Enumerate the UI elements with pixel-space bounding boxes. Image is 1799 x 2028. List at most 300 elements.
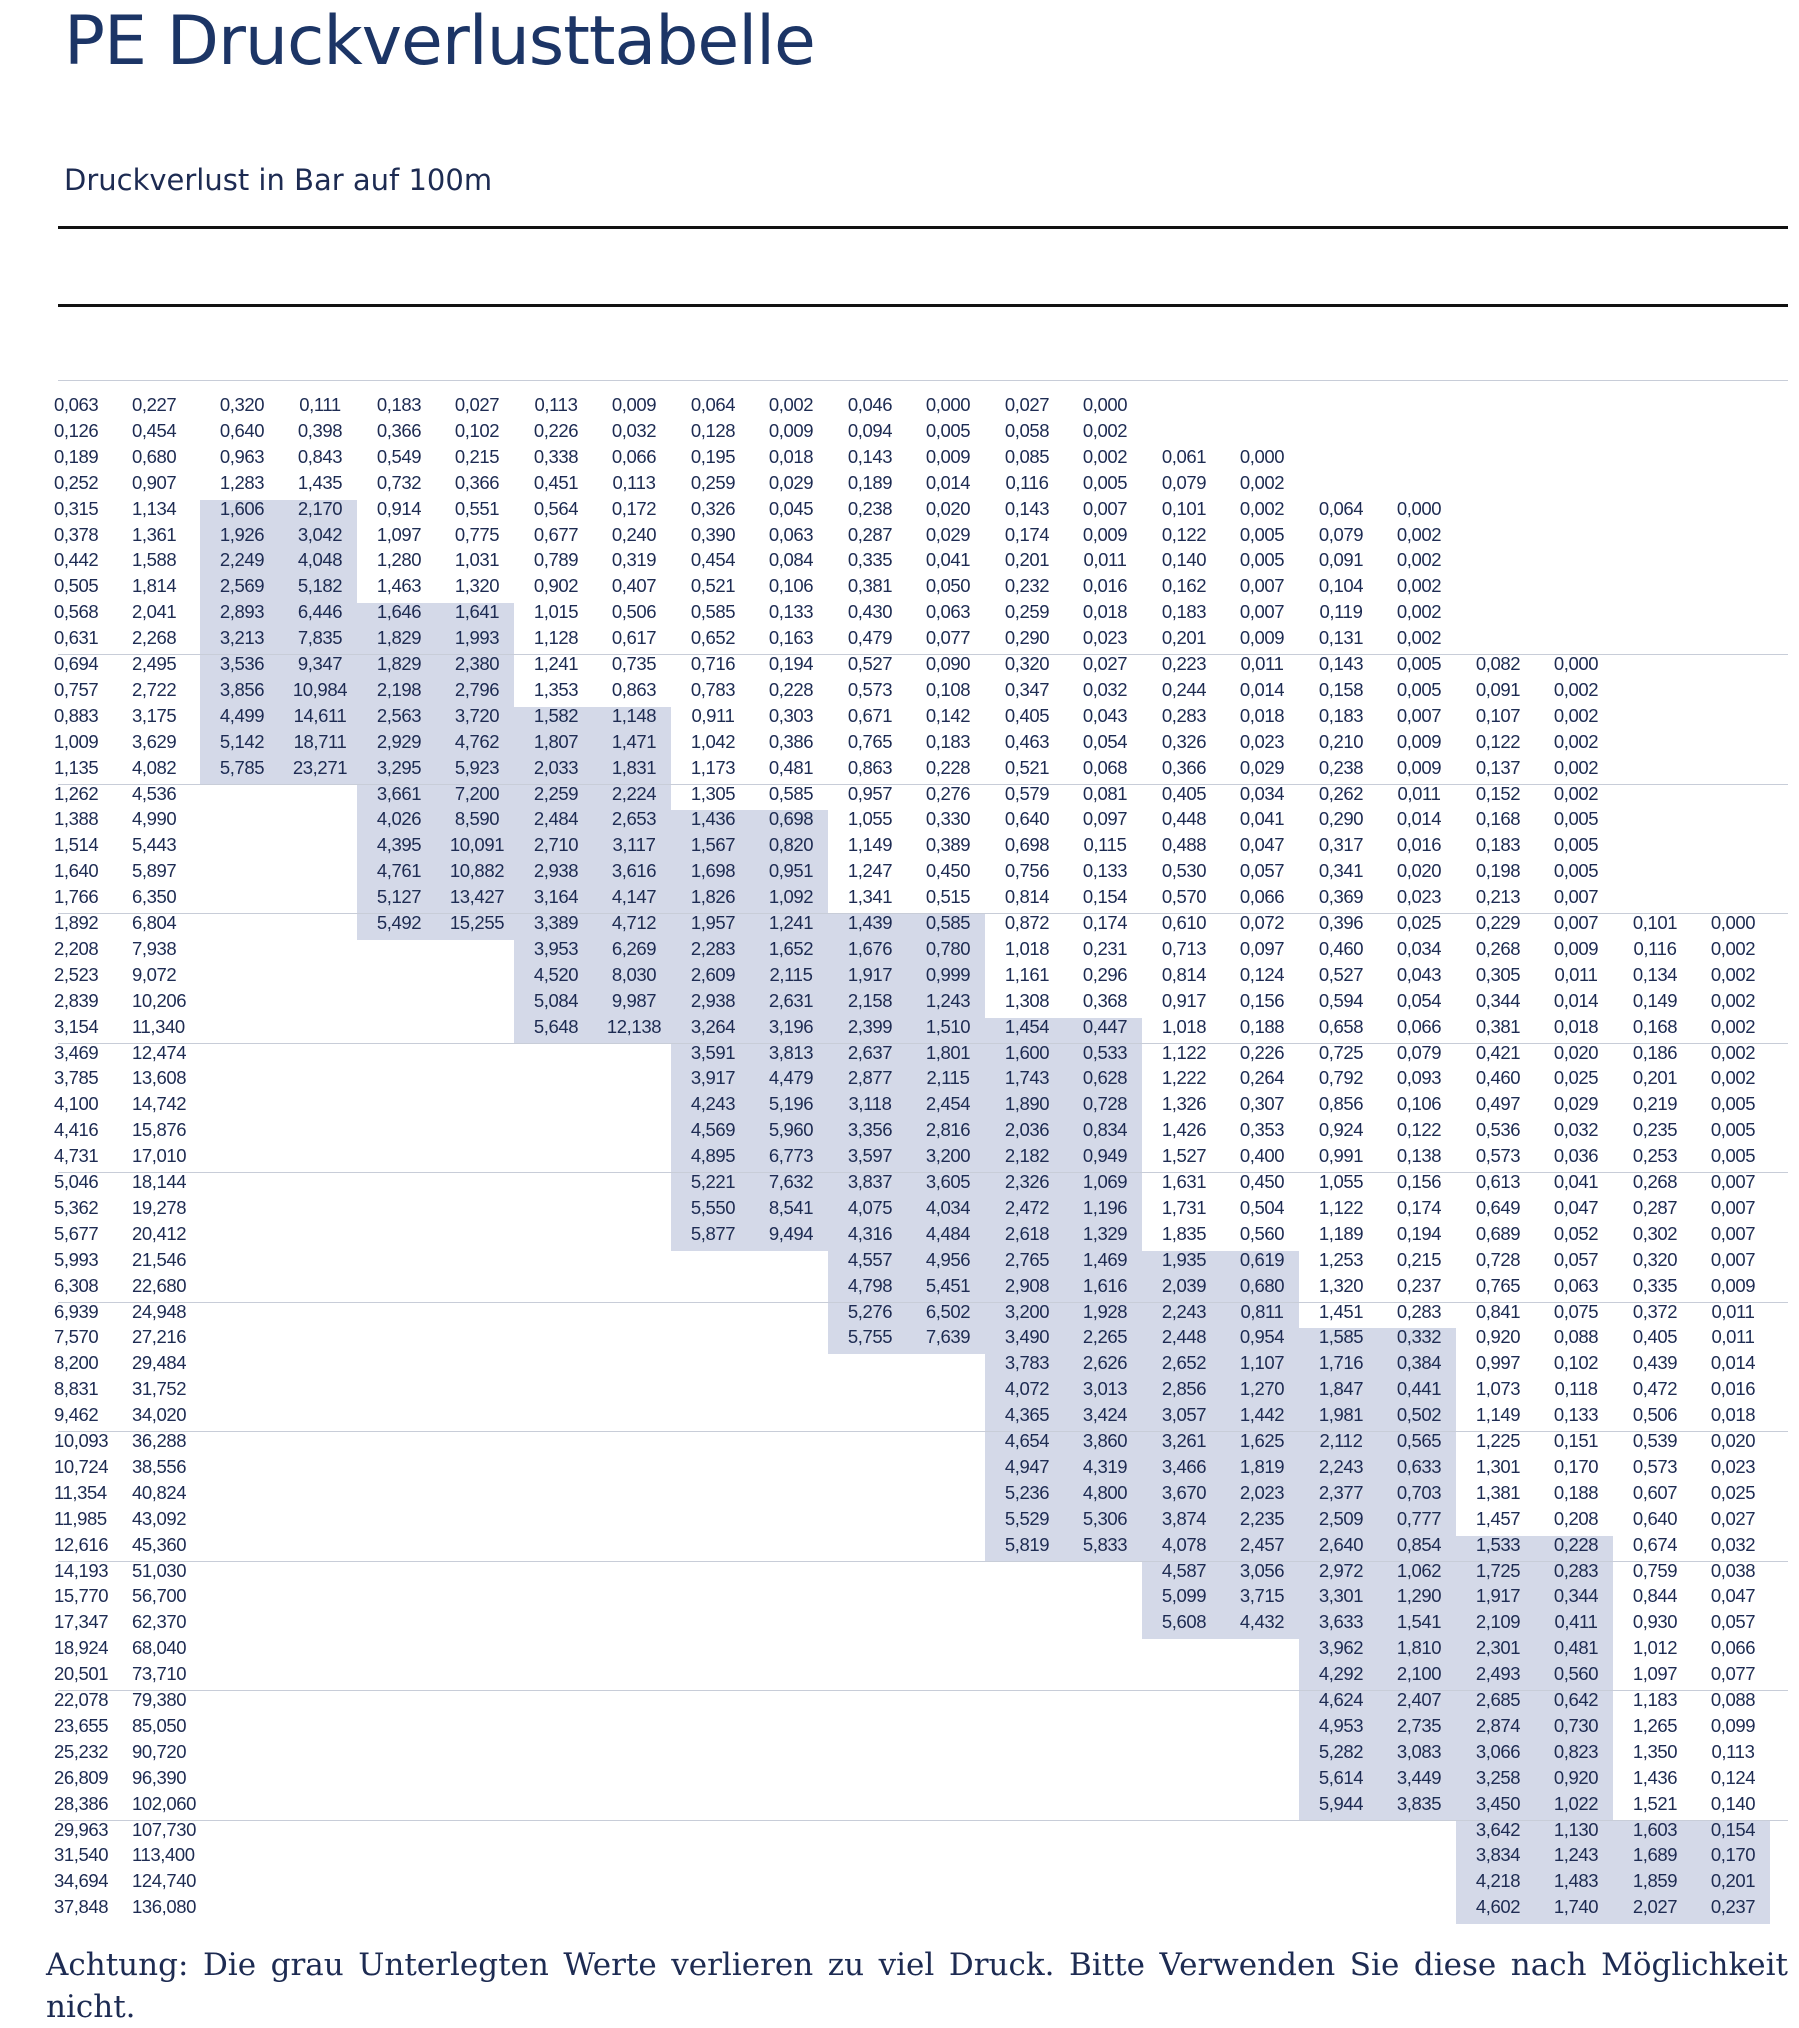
flow-ls-cell: 6,308 — [54, 1274, 99, 1296]
loss-cell: 0,025 — [1553, 1067, 1599, 1089]
loss-cell: 0,007 — [1710, 1171, 1756, 1192]
flow-m3h-cell: 0,454 — [132, 419, 177, 441]
speed-cell: 2,509 — [1318, 1507, 1364, 1529]
loss-cell: 0,124 — [1239, 963, 1285, 985]
speed-cell: 0,579 — [1004, 782, 1050, 804]
flow-m3h-cell: 38,556 — [132, 1455, 187, 1477]
loss-cell: 0,820 — [768, 834, 814, 856]
flow-ls-cell: 5,046 — [54, 1171, 99, 1192]
speed-cell: 0,381 — [1475, 1015, 1521, 1037]
speed-cell: 0,326 — [1161, 730, 1207, 752]
speed-cell: 3,450 — [1475, 1792, 1521, 1814]
loss-cell: 0,368 — [1082, 989, 1128, 1011]
speed-cell: 0,814 — [1161, 963, 1207, 985]
loss-cell: 3,616 — [611, 860, 657, 882]
speed-cell: 0,607 — [1632, 1481, 1678, 1503]
speed-cell: 0,930 — [1632, 1611, 1678, 1633]
loss-cell: 0,002 — [1553, 782, 1599, 804]
loss-cell: 0,174 — [1396, 1196, 1442, 1218]
loss-cell: 0,344 — [1553, 1585, 1599, 1607]
speed-cell: 5,614 — [1318, 1766, 1364, 1788]
flow-ls-cell: 0,189 — [54, 445, 99, 467]
speed-cell: 2,710 — [533, 834, 579, 856]
speed-cell: 0,091 — [1318, 549, 1364, 571]
flow-m3h-cell: 2,041 — [132, 601, 177, 623]
loss-cell: 0,854 — [1396, 1533, 1442, 1555]
speed-cell: 0,229 — [1475, 912, 1521, 933]
loss-cell: 5,451 — [925, 1274, 971, 1296]
speed-cell: 4,292 — [1318, 1663, 1364, 1685]
speed-cell: 0,305 — [1475, 963, 1521, 985]
speed-cell: 2,640 — [1318, 1533, 1364, 1555]
speed-cell: 4,499 — [219, 704, 265, 726]
loss-cell: 0,811 — [1240, 1300, 1284, 1322]
speed-cell: 0,997 — [1475, 1352, 1521, 1374]
loss-cell: 1,928 — [1082, 1300, 1128, 1322]
loss-cell: 0,009 — [1396, 756, 1442, 778]
flow-m3h-cell: 43,092 — [132, 1507, 187, 1529]
speed-cell: 1,917 — [847, 963, 893, 985]
loss-cell: 0,863 — [611, 678, 657, 700]
flow-ls-cell: 4,100 — [54, 1093, 99, 1115]
flow-ls-cell: 12,616 — [54, 1533, 109, 1555]
speed-cell: 5,608 — [1161, 1611, 1207, 1633]
speed-cell: 0,338 — [533, 445, 579, 467]
loss-cell: 0,108 — [925, 678, 971, 700]
speed-cell: 2,765 — [1004, 1248, 1050, 1270]
loss-cell: 5,182 — [297, 575, 343, 597]
loss-cell: 0,032 — [1710, 1533, 1756, 1555]
speed-cell: 1,042 — [690, 730, 736, 752]
speed-cell: 1,305 — [690, 782, 736, 804]
speed-cell: 1,829 — [376, 627, 422, 649]
loss-cell: 0,077 — [925, 627, 971, 649]
speed-cell: 3,837 — [847, 1171, 893, 1192]
speed-cell: 2,493 — [1475, 1663, 1521, 1685]
speed-cell: 0,689 — [1475, 1222, 1521, 1244]
speed-cell: 1,161 — [1004, 963, 1050, 985]
loss-cell: 12,138 — [606, 1015, 662, 1037]
speed-cell: 1,055 — [1318, 1171, 1364, 1192]
speed-cell: 0,924 — [1318, 1119, 1364, 1141]
speed-cell: 1,716 — [1318, 1352, 1364, 1374]
loss-cell: 2,023 — [1239, 1481, 1285, 1503]
loss-cell: 0,231 — [1082, 937, 1128, 959]
loss-cell: 0,102 — [454, 419, 500, 441]
flow-ls-cell: 5,993 — [54, 1248, 99, 1270]
loss-cell: 0,730 — [1553, 1714, 1599, 1736]
loss-cell: 0,005 — [1396, 653, 1442, 674]
flow-m3h-cell: 4,536 — [132, 782, 177, 804]
flow-m3h-cell: 73,710 — [132, 1663, 187, 1685]
speed-cell: 0,658 — [1318, 1015, 1364, 1037]
sub-header-rule — [58, 380, 1788, 381]
loss-cell: 3,715 — [1239, 1585, 1285, 1607]
loss-cell: 10,091 — [449, 834, 505, 856]
loss-cell: 0,264 — [1239, 1067, 1285, 1089]
loss-cell: 3,196 — [768, 1015, 814, 1037]
loss-cell: 3,720 — [454, 704, 500, 726]
speed-cell: 4,798 — [847, 1274, 893, 1296]
loss-cell: 0,005 — [1710, 1145, 1756, 1167]
speed-cell: 0,698 — [1004, 834, 1050, 856]
speed-cell: 3,200 — [1004, 1300, 1050, 1322]
loss-cell: 0,057 — [1710, 1611, 1756, 1633]
loss-cell: 0,041 — [1239, 808, 1285, 830]
loss-cell: 0,226 — [1239, 1041, 1285, 1063]
loss-cell: 0,002 — [1553, 730, 1599, 752]
loss-cell: 0,208 — [1553, 1507, 1599, 1529]
speed-cell: 0,549 — [376, 445, 422, 467]
loss-cell: 0,481 — [768, 756, 814, 778]
loss-cell: 0,023 — [1396, 886, 1442, 908]
speed-cell: 2,182 — [1004, 1145, 1050, 1167]
flow-ls-cell: 1,514 — [54, 834, 99, 856]
speed-cell: 2,249 — [219, 549, 265, 571]
loss-cell: 0,276 — [925, 782, 971, 804]
loss-cell: 1,320 — [454, 575, 500, 597]
speed-cell: 0,640 — [1004, 808, 1050, 830]
flow-m3h-cell: 11,340 — [132, 1015, 185, 1037]
flow-m3h-cell: 45,360 — [132, 1533, 187, 1555]
speed-cell: 0,366 — [1161, 756, 1207, 778]
loss-cell: 0,174 — [1082, 912, 1128, 933]
speed-cell: 1,225 — [1475, 1430, 1521, 1451]
speed-cell: 1,926 — [219, 523, 265, 545]
flow-m3h-cell: 2,268 — [132, 627, 177, 649]
loss-cell: 0,007 — [1082, 497, 1128, 519]
loss-cell: 0,047 — [1239, 834, 1285, 856]
loss-cell: 1,469 — [1082, 1248, 1128, 1270]
speed-cell: 0,119 — [1319, 601, 1363, 623]
loss-cell: 0,353 — [1239, 1119, 1285, 1141]
loss-cell: 0,007 — [1553, 886, 1599, 908]
flow-ls-cell: 25,232 — [54, 1740, 109, 1762]
loss-cell: 1,740 — [1553, 1896, 1599, 1918]
loss-cell: 0,920 — [1553, 1766, 1599, 1788]
speed-cell: 1,606 — [219, 497, 265, 519]
speed-cell: 3,597 — [847, 1145, 893, 1167]
speed-cell: 2,938 — [690, 989, 736, 1011]
speed-cell: 3,642 — [1475, 1818, 1521, 1840]
loss-cell: 0,585 — [768, 782, 814, 804]
speed-cell: 0,140 — [1161, 549, 1207, 571]
loss-cell: 0,018 — [1082, 601, 1128, 623]
loss-cell: 0,002 — [1553, 704, 1599, 726]
loss-cell: 8,590 — [454, 808, 500, 830]
speed-cell: 4,761 — [376, 860, 422, 882]
speed-cell: 0,344 — [1475, 989, 1521, 1011]
speed-cell: 1,454 — [1004, 1015, 1050, 1037]
loss-cell: 0,002 — [1396, 523, 1442, 545]
loss-cell: 0,011 — [1711, 1300, 1755, 1322]
speed-cell: 0,201 — [1004, 549, 1050, 571]
flow-m3h-cell: 21,546 — [132, 1248, 187, 1270]
loss-cell: 0,002 — [1396, 601, 1442, 623]
speed-cell: 0,640 — [1632, 1507, 1678, 1529]
loss-cell: 0,228 — [768, 678, 814, 700]
loss-cell: 0,020 — [925, 497, 971, 519]
flow-m3h-cell: 0,907 — [132, 471, 177, 493]
flow-ls-cell: 23,655 — [54, 1714, 109, 1736]
loss-cell: 9,987 — [611, 989, 657, 1011]
flow-ls-cell: 2,523 — [54, 963, 99, 985]
speed-cell: 1,128 — [533, 627, 579, 649]
flow-ls-cell: 2,839 — [54, 989, 99, 1011]
speed-cell: 0,911 — [691, 704, 735, 726]
flow-m3h-cell: 0,680 — [132, 445, 177, 467]
loss-cell: 1,510 — [925, 1015, 971, 1037]
speed-cell: 1,222 — [1161, 1067, 1207, 1089]
flow-ls-cell: 20,501 — [54, 1663, 109, 1685]
flow-m3h-cell: 17,010 — [132, 1145, 187, 1167]
loss-cell: 1,435 — [297, 471, 343, 493]
loss-cell: 0,011 — [1397, 782, 1441, 804]
flow-m3h-cell: 1,588 — [132, 549, 177, 571]
speed-cell: 4,075 — [847, 1196, 893, 1218]
speed-cell: 1,439 — [847, 912, 893, 933]
loss-cell: 0,560 — [1553, 1663, 1599, 1685]
loss-cell: 0,633 — [1396, 1455, 1442, 1477]
flow-ls-cell: 4,731 — [54, 1145, 99, 1167]
loss-cell: 14,611 — [293, 704, 347, 726]
speed-cell: 1,122 — [1318, 1196, 1364, 1218]
speed-cell: 1,698 — [690, 860, 736, 882]
speed-cell: 1,935 — [1161, 1248, 1207, 1270]
speed-cell: 1,280 — [376, 549, 422, 571]
speed-cell: 0,320 — [1632, 1248, 1678, 1270]
loss-cell: 0,068 — [1082, 756, 1128, 778]
speed-cell: 2,158 — [847, 989, 893, 1011]
loss-cell: 1,290 — [1396, 1585, 1442, 1607]
loss-cell: 13,427 — [449, 886, 505, 908]
speed-cell: 4,953 — [1318, 1714, 1364, 1736]
loss-cell: 0,088 — [1710, 1689, 1756, 1710]
speed-cell: 0,158 — [1318, 678, 1364, 700]
loss-cell: 6,502 — [925, 1300, 971, 1322]
speed-cell: 0,320 — [1004, 653, 1050, 674]
flow-ls-cell: 11,354 — [54, 1481, 107, 1503]
flow-m3h-cell: 36,288 — [132, 1430, 187, 1451]
speed-cell: 0,530 — [1161, 860, 1207, 882]
loss-cell: 0,043 — [1396, 963, 1442, 985]
loss-cell: 8,030 — [611, 963, 657, 985]
flow-m3h-cell: 90,720 — [132, 1740, 187, 1762]
loss-cell: 4,147 — [611, 886, 657, 908]
speed-cell: 5,819 — [1004, 1533, 1050, 1555]
speed-cell: 0,570 — [1161, 886, 1207, 908]
speed-cell: 2,198 — [376, 678, 422, 700]
speed-cell: 1,241 — [533, 653, 579, 674]
flow-ls-cell: 0,757 — [54, 678, 99, 700]
speed-cell: 1,585 — [1318, 1326, 1364, 1348]
speed-cell: 0,674 — [1632, 1533, 1678, 1555]
speed-cell: 1,253 — [1318, 1248, 1364, 1270]
flow-m3h-cell: 102,060 — [132, 1792, 197, 1814]
loss-cell: 0,002 — [1553, 678, 1599, 700]
speed-cell: 0,844 — [1632, 1585, 1678, 1607]
loss-cell: 1,107 — [1239, 1352, 1285, 1374]
loss-cell: 0,502 — [1396, 1404, 1442, 1426]
flow-ls-cell: 5,362 — [54, 1196, 99, 1218]
speed-cell: 0,347 — [1004, 678, 1050, 700]
flow-m3h-cell: 1,814 — [132, 575, 177, 597]
speed-cell: 0,104 — [1318, 575, 1364, 597]
speed-cell: 1,265 — [1632, 1714, 1678, 1736]
loss-cell: 0,504 — [1239, 1196, 1285, 1218]
loss-cell: 2,115 — [769, 963, 813, 985]
loss-cell: 0,066 — [1710, 1637, 1756, 1659]
speed-cell: 1,097 — [376, 523, 422, 545]
speed-cell: 5,127 — [376, 886, 422, 908]
speed-cell: 1,341 — [847, 886, 893, 908]
loss-cell: 7,200 — [454, 782, 500, 804]
speed-cell: 3,057 — [1161, 1404, 1207, 1426]
speed-cell: 1,189 — [1318, 1222, 1364, 1244]
loss-cell: 0,014 — [1239, 678, 1285, 700]
loss-cell: 2,170 — [297, 497, 343, 519]
speed-cell: 0,372 — [1632, 1300, 1678, 1322]
speed-cell: 4,395 — [376, 834, 422, 856]
speed-cell: 0,183 — [376, 394, 422, 415]
flow-ls-cell: 17,347 — [54, 1611, 109, 1633]
flow-m3h-cell: 0,227 — [132, 394, 177, 415]
loss-cell: 2,100 — [1396, 1663, 1442, 1685]
speed-cell: 0,174 — [1004, 523, 1050, 545]
loss-cell: 0,735 — [611, 653, 657, 674]
loss-cell: 7,639 — [925, 1326, 971, 1348]
loss-cell: 0,154 — [1710, 1818, 1756, 1840]
loss-cell: 3,605 — [925, 1171, 971, 1192]
speed-cell: 0,405 — [1161, 782, 1207, 804]
speed-cell: 0,527 — [1318, 963, 1364, 985]
speed-cell: 3,670 — [1161, 1481, 1207, 1503]
loss-cell: 0,005 — [925, 419, 971, 441]
speed-cell: 0,283 — [1161, 704, 1207, 726]
loss-cell: 0,027 — [1710, 1507, 1756, 1529]
loss-cell: 0,450 — [1239, 1171, 1285, 1192]
loss-cell: 0,384 — [1396, 1352, 1442, 1374]
flow-m3h-cell: 7,938 — [132, 937, 177, 959]
loss-cell: 0,032 — [1082, 678, 1128, 700]
speed-cell: 0,091 — [1475, 678, 1521, 700]
speed-cell: 0,238 — [847, 497, 893, 519]
loss-cell: 0,172 — [611, 497, 657, 519]
loss-cell: 0,111 — [299, 394, 341, 415]
loss-cell: 0,124 — [1710, 1766, 1756, 1788]
loss-cell: 0,411 — [1554, 1611, 1598, 1633]
speed-cell: 1,957 — [690, 912, 736, 933]
speed-cell: 5,099 — [1161, 1585, 1207, 1607]
loss-cell: 0,007 — [1710, 1196, 1756, 1218]
top-rule — [58, 226, 1788, 229]
loss-cell: 0,099 — [1710, 1714, 1756, 1736]
loss-cell: 0,002 — [768, 394, 814, 415]
flow-m3h-cell: 3,629 — [132, 730, 177, 752]
loss-cell: 18,711 — [293, 730, 347, 752]
speed-cell: 3,633 — [1318, 1611, 1364, 1633]
speed-cell: 0,061 — [1161, 445, 1207, 467]
speed-cell: 4,072 — [1004, 1378, 1050, 1400]
loss-cell: 4,712 — [611, 912, 657, 933]
loss-cell: 0,025 — [1710, 1481, 1756, 1503]
speed-cell: 1,326 — [1161, 1093, 1207, 1115]
speed-cell: 0,058 — [1004, 419, 1050, 441]
speed-cell: 3,466 — [1161, 1455, 1207, 1477]
flow-ls-cell: 5,677 — [54, 1222, 99, 1244]
speed-cell: 1,073 — [1475, 1378, 1521, 1400]
loss-cell: 2,265 — [1082, 1326, 1128, 1348]
speed-cell: 5,282 — [1318, 1740, 1364, 1762]
speed-cell: 3,164 — [533, 886, 579, 908]
loss-cell: 0,834 — [1082, 1119, 1128, 1141]
speed-cell: 4,026 — [376, 808, 422, 830]
speed-cell: 4,947 — [1004, 1455, 1050, 1477]
speed-cell: 1,847 — [1318, 1378, 1364, 1400]
loss-cell: 4,800 — [1082, 1481, 1128, 1503]
flow-ls-cell: 0,252 — [54, 471, 99, 493]
loss-cell: 0,025 — [1396, 912, 1442, 933]
loss-cell: 0,151 — [1553, 1430, 1599, 1451]
loss-cell: 0,002 — [1396, 627, 1442, 649]
speed-cell: 0,991 — [1318, 1145, 1364, 1167]
loss-cell: 0,011 — [1083, 549, 1127, 571]
loss-cell: 0,029 — [1553, 1093, 1599, 1115]
flow-ls-cell: 1,640 — [54, 860, 99, 882]
speed-cell: 4,624 — [1318, 1689, 1364, 1710]
speed-cell: 3,213 — [219, 627, 265, 649]
loss-cell: 0,009 — [925, 445, 971, 467]
flow-ls-cell: 11,985 — [54, 1507, 107, 1529]
flow-m3h-cell: 4,990 — [132, 808, 177, 830]
loss-cell: 0,007 — [1239, 601, 1285, 623]
loss-cell: 0,777 — [1396, 1507, 1442, 1529]
loss-cell: 0,066 — [1396, 1015, 1442, 1037]
loss-cell: 0,005 — [1553, 808, 1599, 830]
loss-cell: 0,054 — [1396, 989, 1442, 1011]
loss-cell: 0,002 — [1396, 575, 1442, 597]
loss-cell: 0,506 — [611, 601, 657, 623]
flow-m3h-cell: 9,072 — [132, 963, 177, 985]
speed-cell: 0,341 — [1318, 860, 1364, 882]
loss-cell: 1,243 — [925, 989, 971, 1011]
flow-ls-cell: 29,963 — [54, 1818, 109, 1840]
speed-cell: 1,018 — [1161, 1015, 1207, 1037]
speed-cell: 0,463 — [1004, 730, 1050, 752]
speed-cell: 0,963 — [219, 445, 265, 467]
loss-cell: 1,243 — [1553, 1844, 1599, 1866]
speed-cell: 1,646 — [376, 601, 422, 623]
loss-cell: 0,005 — [1710, 1093, 1756, 1115]
speed-cell: 2,652 — [1161, 1352, 1207, 1374]
speed-cell: 1,436 — [1632, 1766, 1678, 1788]
speed-cell: 1,018 — [1004, 937, 1050, 959]
speed-cell: 3,536 — [219, 653, 265, 674]
loss-cell: 0,617 — [611, 627, 657, 649]
loss-cell: 1,130 — [1553, 1818, 1599, 1840]
loss-cell: 0,194 — [1396, 1222, 1442, 1244]
loss-cell: 3,860 — [1082, 1430, 1128, 1451]
flow-m3h-cell: 14,742 — [132, 1093, 187, 1115]
speed-cell: 0,863 — [847, 756, 893, 778]
flow-ls-cell: 1,388 — [54, 808, 99, 830]
speed-cell: 0,116 — [1633, 937, 1677, 959]
loss-cell: 0,047 — [1710, 1585, 1756, 1607]
speed-cell: 0,232 — [1004, 575, 1050, 597]
flow-m3h-cell: 85,050 — [132, 1714, 187, 1736]
flow-m3h-cell: 15,876 — [132, 1119, 187, 1141]
speed-cell: 2,472 — [1004, 1196, 1050, 1218]
